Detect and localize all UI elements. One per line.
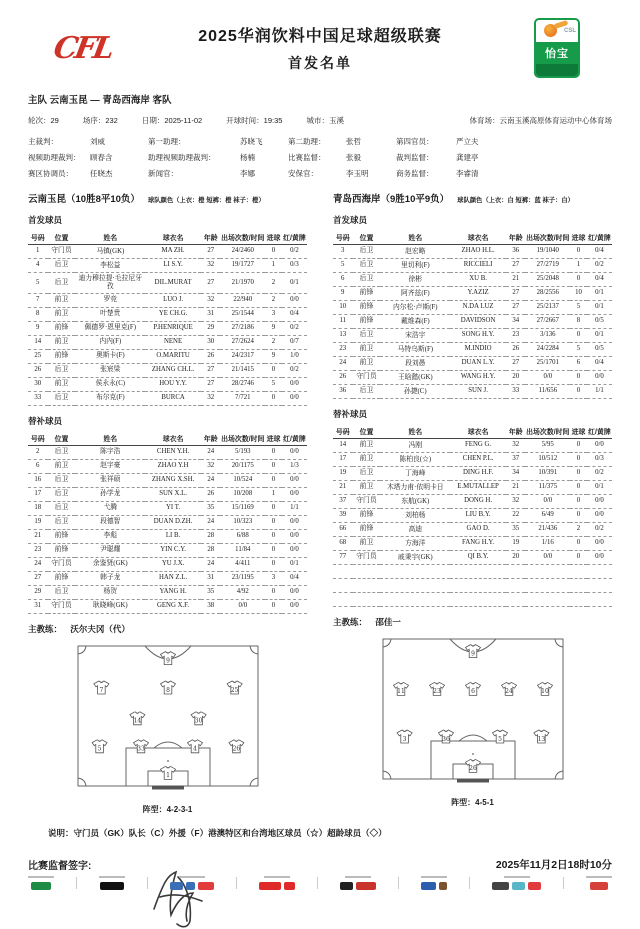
sponsor-logo-telecom-blue xyxy=(170,882,183,890)
column-header: 年龄 xyxy=(201,230,221,245)
svg-text:30: 30 xyxy=(194,717,202,725)
svg-text:11: 11 xyxy=(396,688,405,696)
player-row: 6 后卫 徐彬 XU B. 21 25/2048 0 0/4 xyxy=(333,273,612,287)
sponsor-divider xyxy=(236,877,237,889)
svg-text:23: 23 xyxy=(432,688,441,696)
sponsor-caption xyxy=(179,876,205,878)
column-header: 进球 xyxy=(570,424,587,439)
page-title: 2025华润饮料中国足球超级联赛 xyxy=(198,28,442,45)
player-row: 77 守门员 戚秉宇(GK) QI B.Y. 20 0/0 0 0/0 xyxy=(333,551,612,565)
player-row: 5 后卫 迪力穆拉提·毛拉尼牙孜 DIL.MURAT 27 21/1970 2 0/1 xyxy=(28,273,307,294)
official-name: 任晓杰 xyxy=(90,169,113,178)
sponsor-group xyxy=(99,876,125,890)
player-row: 1 守门员 马镇(GK) MA ZH. 27 24/2460 0 0/2 xyxy=(28,245,307,259)
player-row: 19 后卫 段德智 DUAN D.ZH. 24 10/323 0 0/0 xyxy=(28,515,307,529)
column-header: 号码 xyxy=(28,431,48,446)
sponsor-group xyxy=(28,876,54,890)
home-coach-line xyxy=(28,623,307,635)
svg-text:13: 13 xyxy=(537,735,545,743)
home-team-name: 云南玉昆（10胜8平10负） xyxy=(28,194,140,205)
sponsor-logo-sports-dark xyxy=(492,882,509,890)
player-row: 27 前锋 韩子龙 HAN Z.L. 31 23/1195 3 0/4 xyxy=(28,571,307,585)
sponsor-logo-nike-swoosh xyxy=(100,882,124,890)
column-header: 进球 xyxy=(265,230,282,245)
column-header: 年龄 xyxy=(201,431,221,446)
cfl-logo-text: CFL xyxy=(51,30,115,66)
sponsor-group xyxy=(492,876,541,890)
report-datetime: 2025年11月2日18时10分 xyxy=(495,858,612,871)
player-row: 18 后卫 弋腾 YI T. 35 15/1169 0 1/1 xyxy=(28,501,307,515)
home-formation-label: 阵型：4-2-3-1 xyxy=(142,804,193,814)
official-role-label: 比赛监督： xyxy=(288,153,326,162)
sponsor-group xyxy=(421,876,447,890)
player-row: 24 前卫 段刘愚 DUAN L.Y. 27 25/1701 6 0/4 xyxy=(333,357,612,371)
column-header: 出场次数/时间 xyxy=(220,431,265,446)
player-row: 29 后卫 杨贺 YANG H. 35 4/92 0 0/0 xyxy=(28,585,307,599)
sponsor-logo-brown-square xyxy=(439,882,447,890)
home-subs-label: 替补球员 xyxy=(28,415,63,426)
svg-text:6: 6 xyxy=(470,688,475,696)
column-header: 姓名 xyxy=(380,230,450,245)
match-info-row xyxy=(28,115,612,126)
svg-text:25: 25 xyxy=(230,686,238,694)
info-item: 开球时间：19:35 xyxy=(226,116,283,125)
column-header: 球衣名 xyxy=(145,230,201,245)
sponsor-divider xyxy=(147,877,148,889)
player-row xyxy=(333,565,612,579)
column-header: 位置 xyxy=(48,230,76,245)
column-header: 号码 xyxy=(333,230,353,245)
player-row: 14 前卫 内内(F) NENE 30 27/2624 2 0/7 xyxy=(28,335,307,349)
official-name: 杨楠 xyxy=(240,153,255,162)
signature-row xyxy=(28,857,612,872)
column-header: 球衣名 xyxy=(450,424,506,439)
sponsor-logo-lenovo xyxy=(259,882,281,890)
svg-text:14: 14 xyxy=(133,717,141,725)
titles xyxy=(138,23,502,73)
column-header: 红/黄牌 xyxy=(282,230,307,245)
column-header: 位置 xyxy=(48,431,76,446)
player-row: 3 后卫 赵宏略 ZHAO H.L. 36 19/1040 0 0/4 xyxy=(333,245,612,259)
column-header: 号码 xyxy=(28,230,48,245)
player-row: 4 后卫 李松益 LI S.Y. 32 19/1727 1 0/3 xyxy=(28,259,307,273)
svg-text:8: 8 xyxy=(165,686,170,694)
player-row xyxy=(333,579,612,593)
official-role-label: 第二助理： xyxy=(288,137,326,146)
home-coach-name: 沃尔夫冈（代） xyxy=(70,623,130,634)
away-formation-label: 阵型：4-5-1 xyxy=(451,798,494,807)
svg-text:9: 9 xyxy=(470,650,475,658)
svg-text:10: 10 xyxy=(540,688,549,696)
sponsor-divider xyxy=(317,877,318,889)
info-item: 场序：232 xyxy=(82,116,118,125)
svg-text:4: 4 xyxy=(192,745,197,753)
official-name: 龚建亭 xyxy=(456,153,479,162)
player-row: 31 守门员 耿晓峰(GK) GENG X.F. 38 0/0 0 0/0 xyxy=(28,599,307,613)
away-team-colors: 球队颜色（上衣：白 短裤：蓝 袜子：白） xyxy=(457,197,574,204)
home-starters-label: 首发球员 xyxy=(28,215,63,225)
player-row: 5 后卫 里切利(F) RICCIELI 27 27/2719 1 0/2 xyxy=(333,259,612,273)
sponsor-logo-cestbon xyxy=(31,882,51,890)
info-item: 体育场：云南玉溪高原体育运动中心体育场 xyxy=(469,116,612,125)
csl-logo xyxy=(502,18,612,78)
official-name: 刘威 xyxy=(90,137,105,146)
sponsor-divider xyxy=(563,877,564,889)
column-header: 姓名 xyxy=(75,431,145,446)
sponsor-caption xyxy=(28,876,54,878)
home-subs-table xyxy=(28,431,307,614)
player-row: 37 守门员 东航(GK) DONG H. 32 0/0 0 0/0 xyxy=(333,495,612,509)
official-role-label: 安保官： xyxy=(288,169,318,178)
csl-logo-main-text: 怡宝 xyxy=(536,42,578,64)
sponsor-logo-ole-red2 xyxy=(528,882,541,890)
svg-text:1: 1 xyxy=(165,771,170,779)
player-row: 23 前锋 尹聪耀 YIN C.Y. 28 11/84 0 0/0 xyxy=(28,543,307,557)
sponsor-group xyxy=(259,876,295,890)
column-header: 球衣名 xyxy=(450,230,506,245)
sponsor-divider xyxy=(76,877,77,889)
svg-text:24: 24 xyxy=(504,688,513,696)
home-formation-pitch xyxy=(73,643,263,798)
player-row: 39 前锋 刘柏杨 LIU B.Y. 22 6/49 0 0/0 xyxy=(333,509,612,523)
sponsor-caption xyxy=(504,876,530,878)
sponsor-logo-5g xyxy=(186,882,195,890)
csl-logo-top xyxy=(536,20,578,42)
sponsor-logo-tsingtao xyxy=(356,882,376,890)
svg-text:5: 5 xyxy=(97,745,102,753)
player-row: 11 前锋 戴维森(F) DAVIDSON 34 27/2667 8 0/5 xyxy=(333,315,612,329)
official-name: 严立夫 xyxy=(456,137,479,146)
sponsor-divider xyxy=(469,877,470,889)
player-row: 19 后卫 丁海峰 DING H.F. 34 10/391 0 0/2 xyxy=(333,467,612,481)
player-row: 26 后卫 张宸梁 ZHANG CH.L. 27 21/1415 0 0/2 xyxy=(28,363,307,377)
player-row: 33 后卫 布尔克(F) BURCA 32 7/721 0 0/0 xyxy=(28,391,307,405)
player-row: 8 前卫 叶楚贵 YE CH.G. 31 25/1544 3 0/4 xyxy=(28,307,307,321)
away-coach-name: 邵佳一 xyxy=(375,617,401,627)
column-header: 出场次数/时间 xyxy=(220,230,265,245)
column-header: 姓名 xyxy=(380,424,450,439)
sponsor-caption xyxy=(586,876,612,878)
player-row: 9 前锋 阿齐兹(F) Y.AZIZ 27 28/2556 10 0/1 xyxy=(333,287,612,301)
svg-text:7: 7 xyxy=(98,686,103,694)
svg-text:5: 5 xyxy=(497,735,502,743)
away-team-line xyxy=(333,191,612,205)
player-row: 14 前卫 冯刚 FENG G. 32 5/95 0 0/0 xyxy=(333,439,612,453)
sponsor-logo-photo xyxy=(590,882,608,890)
official-role-label: 第一助理： xyxy=(148,137,186,146)
column-header: 出场次数/时间 xyxy=(525,230,570,245)
column-header: 出场次数/时间 xyxy=(525,424,570,439)
supervisor-signature-label: 比赛监督签字: xyxy=(28,860,92,872)
column-header: 红/黄牌 xyxy=(587,424,612,439)
away-starters-label: 首发球员 xyxy=(333,215,368,225)
away-subs-table xyxy=(333,424,612,607)
column-header: 姓名 xyxy=(75,230,145,245)
player-row: 30 前卫 侯永永(C) HOU Y.Y. 27 28/2746 5 0/0 xyxy=(28,377,307,391)
player-row: 13 后卫 宋浩宇 SONG H.Y. 23 3/136 0 0/1 xyxy=(333,329,612,343)
player-row: 23 前卫 马特乌斯(F) M.INDIO 26 24/2284 5 0/5 xyxy=(333,343,612,357)
player-row: 6 前卫 赵宇豪 ZHAO Y.H 32 20/1175 0 1/3 xyxy=(28,459,307,473)
svg-text:36: 36 xyxy=(441,735,450,743)
legend-note: 说明：守门员（GK）队长（C）外援（F）港澳特区和台湾地区球员（☆）超龄球员（◇） xyxy=(48,827,387,838)
player-row: 66 前锋 高迪 GAO D. 35 21/436 2 0/2 xyxy=(333,523,612,537)
official-role-label: 主裁判： xyxy=(28,137,58,146)
sponsor-logo-bank-blue xyxy=(421,882,436,890)
player-row: 7 前卫 罗竞 LUO J. 32 22/940 2 0/0 xyxy=(28,293,307,307)
official-name: 苏晓飞 xyxy=(240,137,263,146)
away-coach-line xyxy=(333,616,612,628)
player-row: 68 前卫 方海洋 FANG H.Y. 19 1/16 0 0/0 xyxy=(333,537,612,551)
player-row: 9 前锋 佩德罗·恩里克(F) P.HENRIQUE 29 27/2186 9 0/2 xyxy=(28,321,307,335)
official-role-label: 商务监督： xyxy=(396,169,434,178)
official-role-label: 赛区协调员： xyxy=(28,169,73,178)
player-row: 36 后卫 孙捷(C) SUN J. 33 11/656 0 1/1 xyxy=(333,385,612,399)
column-header: 位置 xyxy=(353,424,381,439)
player-row: 24 守门员 余鉴贤(GK) YU J.X. 24 4/411 0 0/1 xyxy=(28,557,307,571)
sponsor-group xyxy=(170,876,214,890)
home-coach-label: 主教练： xyxy=(28,623,63,634)
player-row: 25 前锋 奥斯卡(F) O.MARITU 26 24/2317 9 1/0 xyxy=(28,349,307,363)
player-row xyxy=(333,593,612,607)
sponsor-logo-lenovo-text xyxy=(284,882,295,890)
header xyxy=(28,18,612,78)
official-role-label: 第四官员： xyxy=(396,137,434,146)
player-row: 26 守门员 王晗懿(GK) WANG H.Y. 20 0/0 0 0/0 xyxy=(333,371,612,385)
column-header: 球衣名 xyxy=(145,431,201,446)
away-subs-label: 替补球员 xyxy=(333,409,368,419)
column-header: 红/黄牌 xyxy=(587,230,612,245)
away-formation-pitch xyxy=(378,636,568,791)
column-header: 位置 xyxy=(353,230,381,245)
column-header: 红/黄牌 xyxy=(282,431,307,446)
column-header: 进球 xyxy=(570,230,587,245)
official-name: 张毅 xyxy=(346,153,361,162)
player-row: 17 后卫 孙学龙 SUN X.L. 26 10/208 1 0/0 xyxy=(28,487,307,501)
official-name: 李娜 xyxy=(240,169,255,178)
svg-text:26: 26 xyxy=(232,745,240,753)
official-role-label: 助理视频助理裁判： xyxy=(148,153,216,162)
csl-logo-strip xyxy=(536,64,578,76)
official-role-label: 裁判监督： xyxy=(396,153,434,162)
teams-line: 主队 云南玉昆 — 青岛西海岸 客队 xyxy=(28,95,172,106)
page-subtitle: 首发名单 xyxy=(288,55,352,71)
column-header: 年龄 xyxy=(506,230,526,245)
sponsor-logo-tv7 xyxy=(340,882,353,890)
away-starters-table xyxy=(333,230,612,399)
svg-text:9: 9 xyxy=(165,657,170,665)
sponsor-logo-hi-ole xyxy=(512,882,525,890)
cfl-logo xyxy=(28,31,138,66)
away-team-name: 青岛西海岸（9胜10平9负） xyxy=(333,194,450,205)
column-header: 号码 xyxy=(333,424,353,439)
official-role-label: 视频助理裁判： xyxy=(28,153,81,162)
player-row: 17 前卫 陈柏良(☆) CHEN P.L. 37 10/512 0 0/3 xyxy=(333,453,612,467)
svg-text:3: 3 xyxy=(402,735,407,743)
sponsor-caption xyxy=(264,876,290,878)
info-item: 轮次：29 xyxy=(28,116,59,125)
sponsor-group xyxy=(340,876,376,890)
official-name: 李玉明 xyxy=(346,169,369,178)
player-row: 2 后卫 陈宇浩 CHEN Y.H. 24 5/193 0 0/0 xyxy=(28,445,307,459)
away-coach-label: 主教练： xyxy=(333,617,368,627)
player-row: 10 前锋 内尔松·卢斯(F) N.DA LUZ 27 25/2137 5 0/1 xyxy=(333,301,612,315)
sponsor-caption xyxy=(421,876,447,878)
supervisor-signature xyxy=(140,865,218,929)
official-name: 张哲 xyxy=(346,137,361,146)
sponsor-divider xyxy=(398,877,399,889)
column-header: 进球 xyxy=(265,431,282,446)
official-name: 顾春含 xyxy=(90,153,113,162)
sponsor-strip xyxy=(28,876,612,890)
official-name: 李睿清 xyxy=(456,169,479,178)
player-row: 16 后卫 张祥硕 ZHANG X.SH. 24 10/524 0 0/0 xyxy=(28,473,307,487)
home-starters-table xyxy=(28,230,307,406)
info-item: 日期：2025-11-02 xyxy=(141,116,203,125)
home-team-line xyxy=(28,191,307,205)
svg-text:26: 26 xyxy=(468,765,477,773)
player-row: 21 前锋 李彪 LI B. 28 6/88 0 0/0 xyxy=(28,529,307,543)
player-row: 21 前卫 木塔力甫·依明卡日 E.MUTALLEP 21 11/375 0 0/1 xyxy=(333,481,612,495)
official-role-label: 新闻官： xyxy=(148,169,178,178)
home-team-colors: 球队颜色（上衣：橙 短裤：橙 袜子：橙） xyxy=(147,197,265,204)
sponsor-group xyxy=(586,876,612,890)
sponsor-caption xyxy=(99,876,125,878)
sponsor-caption xyxy=(345,876,371,878)
officials-grid xyxy=(28,136,612,179)
info-item: 城市：玉溪 xyxy=(306,116,344,125)
csl-logo-small-text: CSL xyxy=(564,28,576,34)
sponsor-logo-ole-red xyxy=(198,882,214,890)
svg-text:33: 33 xyxy=(136,745,145,753)
column-header: 年龄 xyxy=(506,424,526,439)
csl-logo-box xyxy=(534,18,580,78)
